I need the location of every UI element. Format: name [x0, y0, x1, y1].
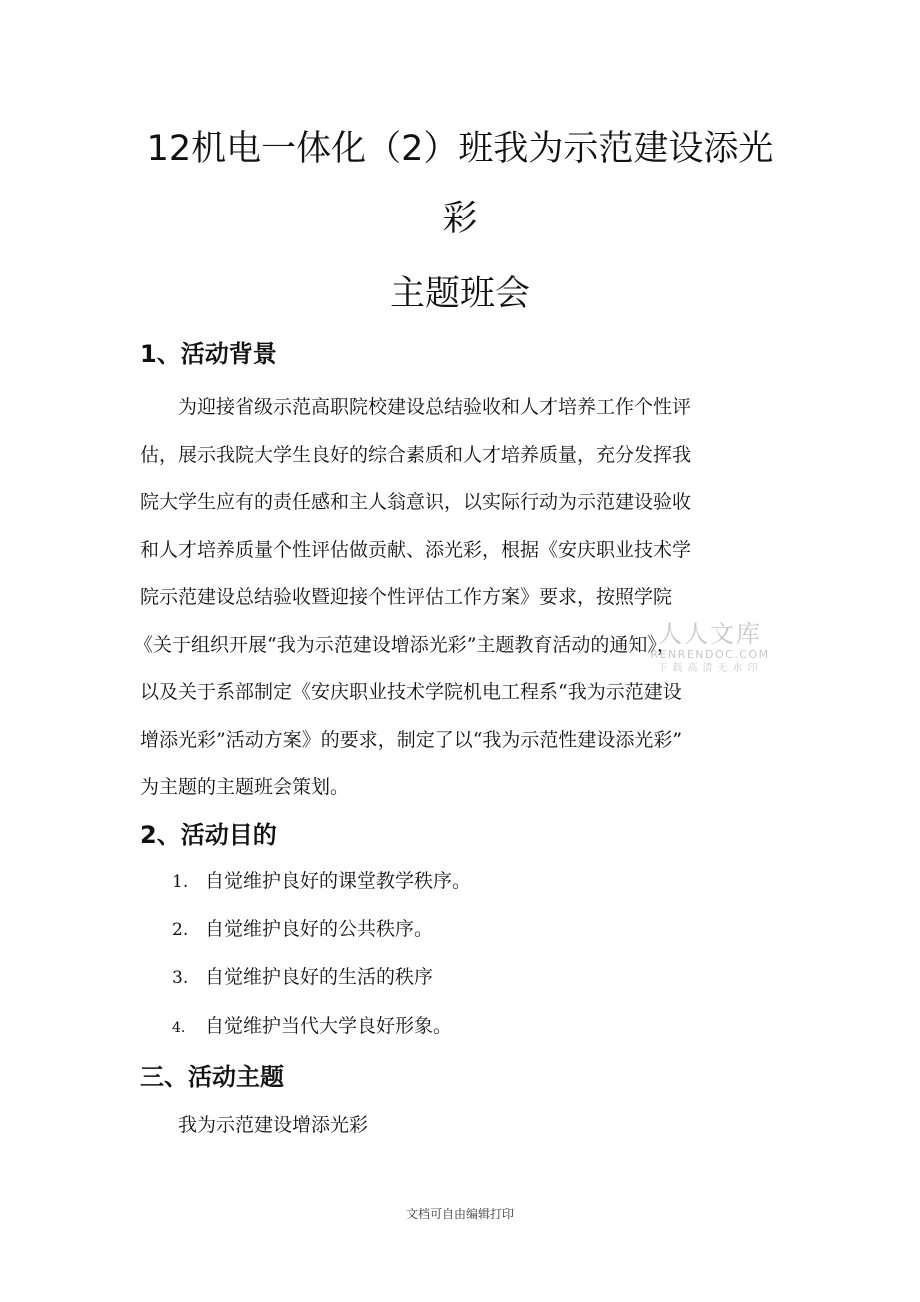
document-title-line-1: 12机电一体化（2）班我为示范建设添光 — [146, 129, 774, 169]
list-item-text: 自觉维护良好的课堂教学秩序。 — [205, 870, 472, 892]
list-item-text: 自觉维护良好的公共秩序。 — [205, 918, 434, 940]
footer-note: 文档可自由编辑打印 — [405, 1207, 514, 1221]
paragraph-line: 院示范建设总结验收暨迎接个性评估工作方案》要求，按照学院 — [140, 586, 673, 608]
paragraph-line: 院大学生应有的责任感和主人翁意识，以实际行动为示范建设验收 — [140, 491, 692, 513]
list-item — [172, 963, 433, 991]
paragraph-line: 增添光彩”活动方案》的要求，制定了以“我为示范性建设添光彩” — [140, 728, 683, 751]
paragraph-line: 《关于组织开展“我为示范建设增添光彩”主题教育活动的通知》， — [134, 633, 676, 656]
list-item — [172, 867, 471, 895]
paragraph-line: 为主题的主题班会策划。 — [140, 776, 350, 798]
list-item-text: 自觉维护良好的生活的秩序 — [205, 966, 434, 988]
watermark-tagline: 下载高清无水印 — [657, 663, 763, 674]
paragraph-line: 和人才培养质量个性评估做贡献、添光彩，根据《安庆职业技术学 — [140, 538, 692, 561]
list-item-text: 自觉维护当代大学良好形象。 — [205, 1015, 453, 1037]
list-item-number: 3. — [172, 968, 189, 988]
paragraph-line: 为迎接省级示范高职院校建设总结验收和人才培养工作个性评 — [178, 396, 692, 418]
watermark — [645, 620, 775, 692]
list-item — [172, 915, 433, 943]
list-item-number: 4. — [172, 1020, 186, 1036]
watermark-logo: 人人文库 — [658, 620, 762, 648]
paragraph-line: 以及关于系部制定《安庆职业技术学院机电工程系“我为示范建设 — [140, 681, 682, 703]
section-heading-theme: 三、活动主题 — [140, 1063, 284, 1091]
section-heading-goals: 2、活动目的 — [140, 821, 277, 849]
theme-text: 我为示范建设增添光彩 — [178, 1114, 369, 1136]
list-item — [172, 1012, 452, 1040]
section-heading-background: 1、活动背景 — [140, 340, 277, 368]
watermark-site: RENRENDOC.COM — [650, 648, 770, 661]
list-item-number: 2. — [172, 920, 189, 940]
background-paragraph — [134, 384, 780, 812]
list-item-number: 1. — [172, 872, 189, 892]
document-title-line-3: 主题班会 — [389, 274, 530, 314]
document-title-line-2: 彩 — [442, 199, 478, 239]
paragraph-line: 估，展示我院大学生良好的综合素质和人才培养质量，充分发挥我 — [140, 443, 692, 466]
